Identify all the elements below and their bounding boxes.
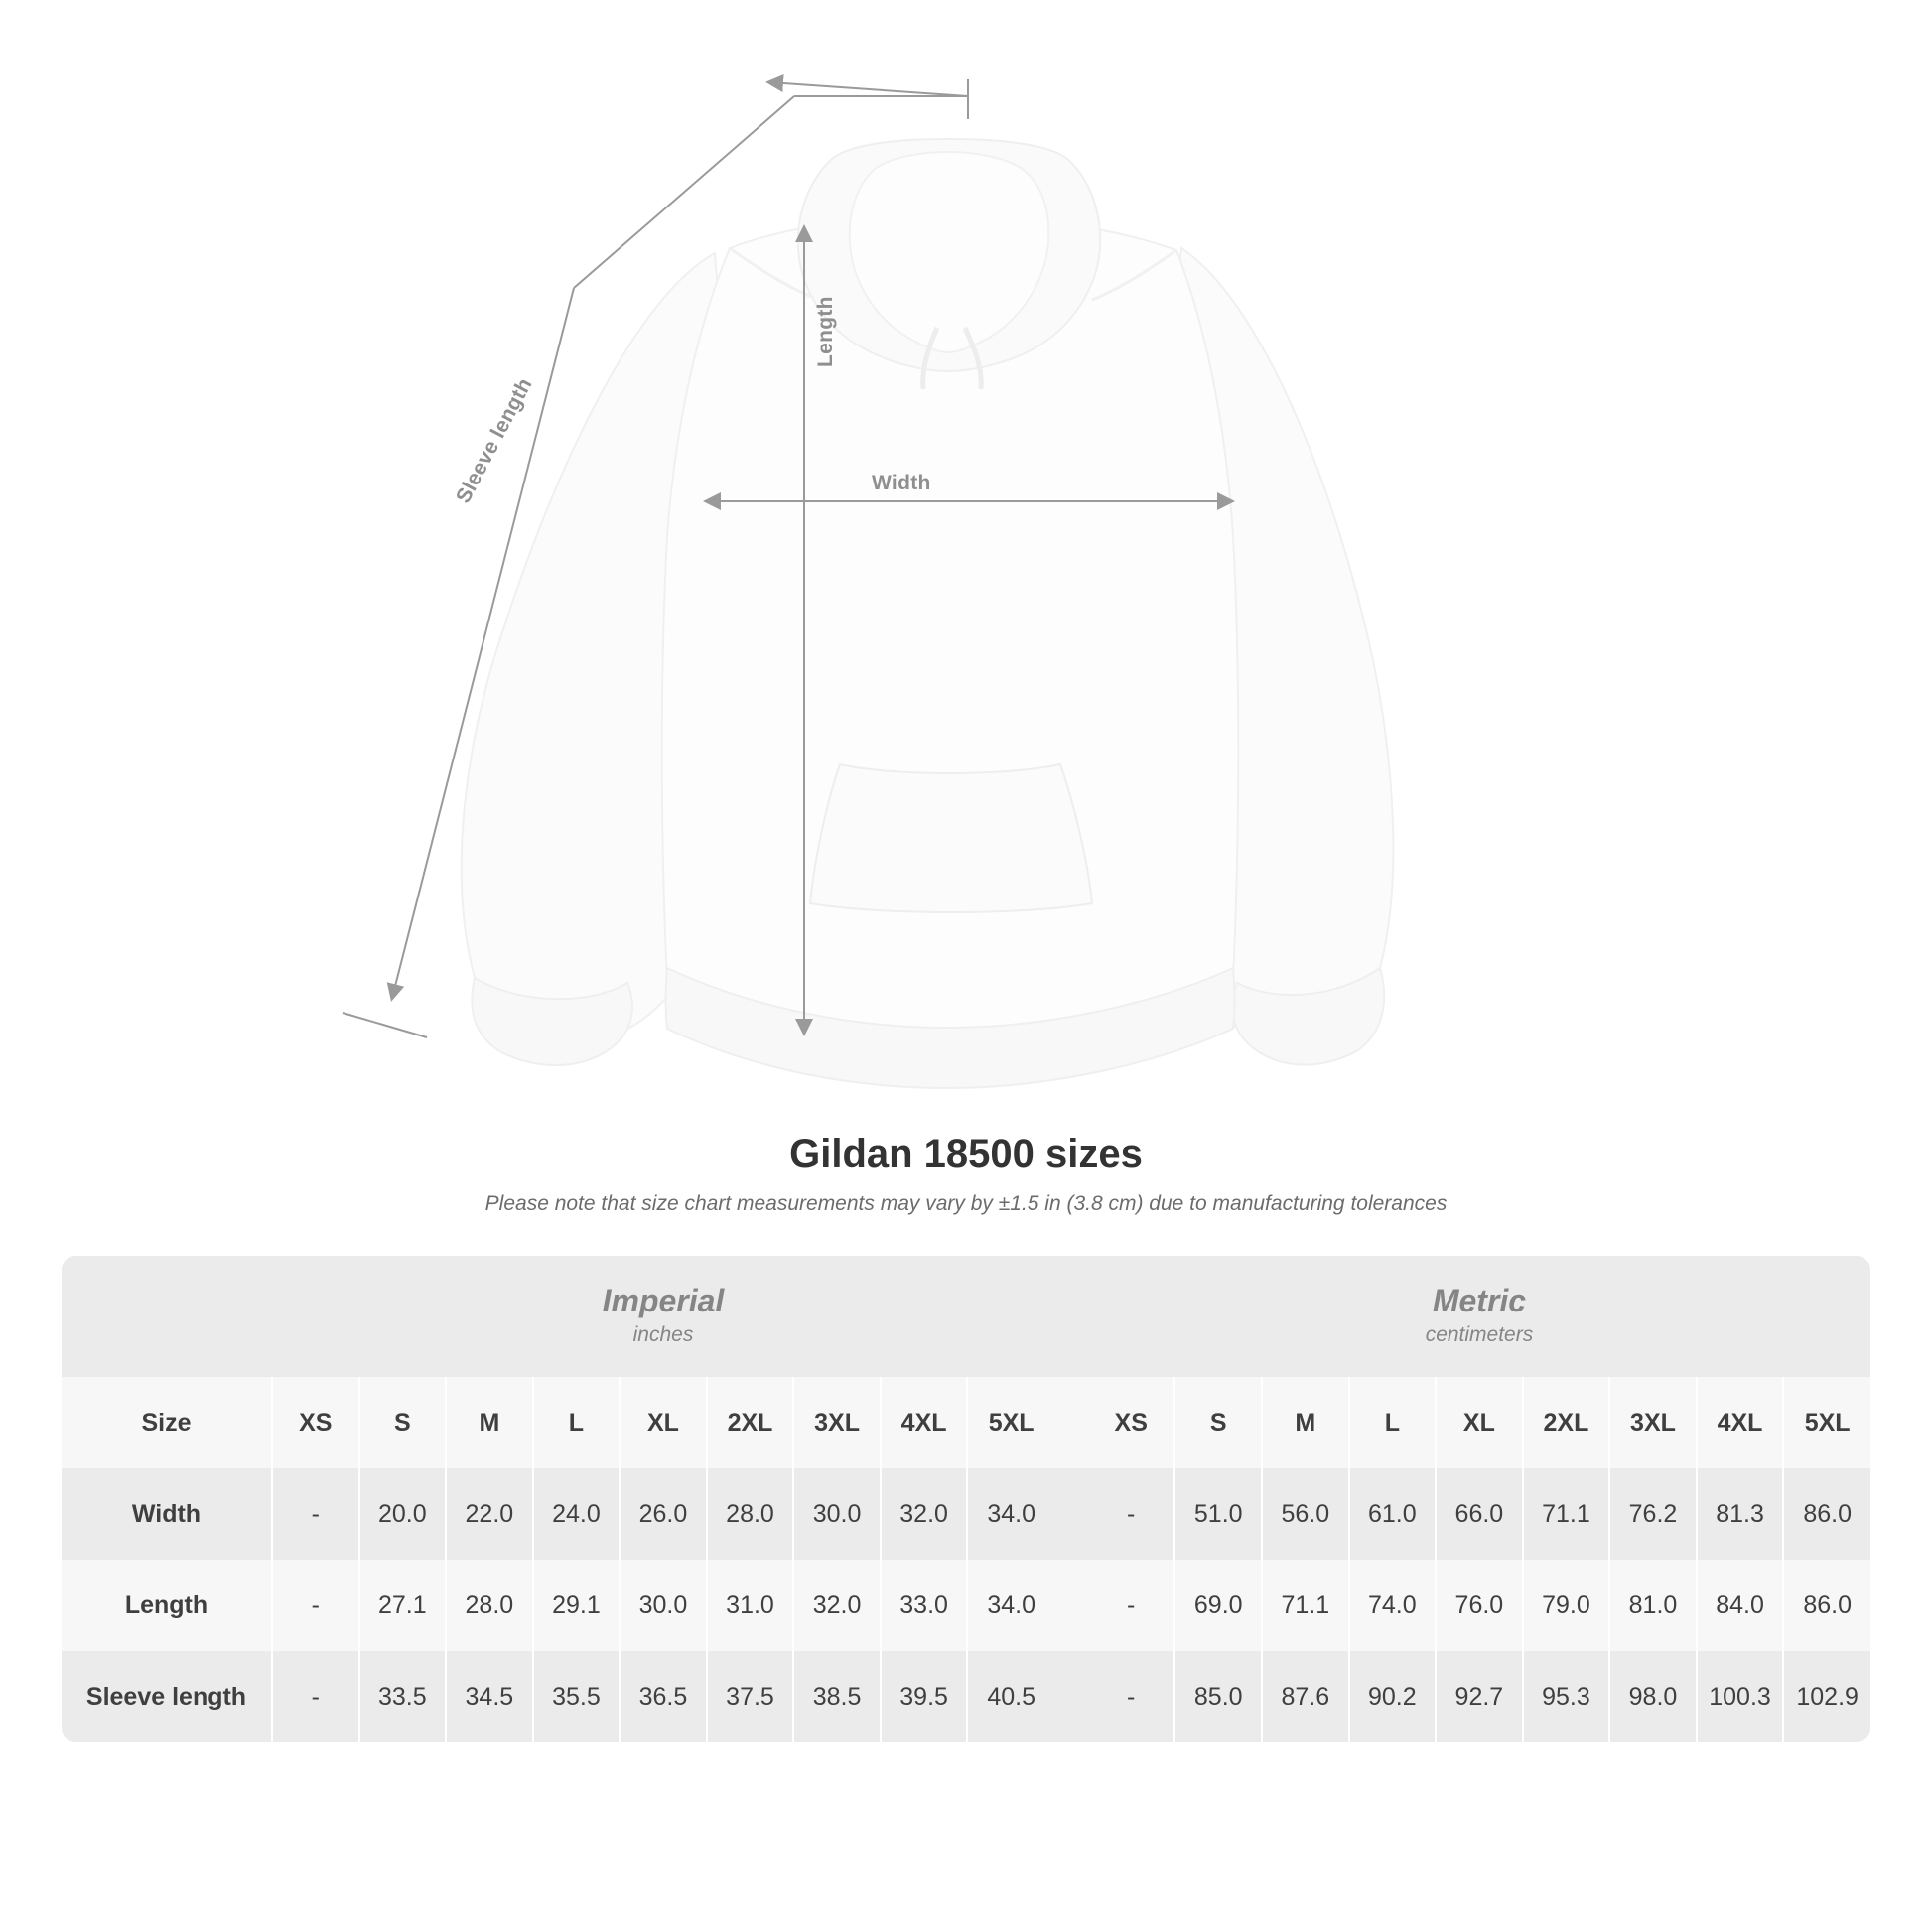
cell-imperial: 36.5: [620, 1651, 707, 1742]
page-title: Gildan 18500 sizes: [789, 1132, 1143, 1175]
size-header-imperial-s: S: [359, 1377, 447, 1468]
cell-metric: 90.2: [1349, 1651, 1437, 1742]
size-header-cell: Size: [62, 1377, 272, 1468]
length-label: Length: [814, 296, 837, 367]
row-gap: [1054, 1560, 1088, 1651]
row-gap: [1054, 1468, 1088, 1560]
size-header-imperial-l: L: [533, 1377, 621, 1468]
cell-imperial: 37.5: [707, 1651, 794, 1742]
size-header-imperial-xl: XL: [620, 1377, 707, 1468]
size-header-imperial-5xl: 5XL: [967, 1377, 1054, 1468]
cell-metric: 81.0: [1609, 1560, 1697, 1651]
cell-imperial: 28.0: [446, 1560, 533, 1651]
cell-imperial: 24.0: [533, 1468, 621, 1560]
unit-group-sub: inches: [632, 1322, 694, 1346]
cell-metric: -: [1088, 1560, 1175, 1651]
cell-imperial: 27.1: [359, 1560, 447, 1651]
cell-imperial: 31.0: [707, 1560, 794, 1651]
table-row: [62, 1468, 1870, 1560]
title-block: [0, 1132, 1932, 1216]
cell-imperial: 39.5: [881, 1651, 968, 1742]
cell-metric: 74.0: [1349, 1560, 1437, 1651]
cell-metric: 66.0: [1436, 1468, 1523, 1560]
cell-metric: 92.7: [1436, 1651, 1523, 1742]
size-header-imperial-4xl: 4XL: [881, 1377, 968, 1468]
row-gap: [1054, 1651, 1088, 1742]
size-header-metric-5xl: 5XL: [1783, 1377, 1870, 1468]
cell-imperial: 32.0: [881, 1468, 968, 1560]
cell-metric: 86.0: [1783, 1560, 1870, 1651]
cell-imperial: -: [272, 1468, 359, 1560]
cell-imperial: 32.0: [793, 1560, 881, 1651]
cell-metric: 84.0: [1697, 1560, 1784, 1651]
cell-metric: 61.0: [1349, 1468, 1437, 1560]
size-chart-table: [62, 1256, 1870, 1742]
cell-metric: -: [1088, 1651, 1175, 1742]
cell-metric: 100.3: [1697, 1651, 1784, 1742]
cell-metric: 95.3: [1523, 1651, 1610, 1742]
row-label-length: Length: [62, 1560, 272, 1651]
cell-metric: 71.1: [1262, 1560, 1349, 1651]
cell-metric: 98.0: [1609, 1651, 1697, 1742]
cell-imperial: -: [272, 1651, 359, 1742]
unit-group-imperial: [272, 1256, 1054, 1377]
cell-imperial: 28.0: [707, 1468, 794, 1560]
row-label-width: Width: [62, 1468, 272, 1560]
unit-group-name: Imperial: [602, 1282, 725, 1318]
size-header-metric-l: L: [1349, 1377, 1437, 1468]
cell-metric: 76.0: [1436, 1560, 1523, 1651]
width-label: Width: [872, 472, 931, 494]
size-header-metric-xs: XS: [1088, 1377, 1175, 1468]
size-header-imperial-m: M: [446, 1377, 533, 1468]
cell-imperial: 26.0: [620, 1468, 707, 1560]
cell-metric: 51.0: [1174, 1468, 1262, 1560]
cell-imperial: 30.0: [793, 1468, 881, 1560]
cell-imperial: 34.0: [967, 1560, 1054, 1651]
cell-imperial: 38.5: [793, 1651, 881, 1742]
cell-metric: -: [1088, 1468, 1175, 1560]
cell-imperial: 30.0: [620, 1560, 707, 1651]
table-row: [62, 1651, 1870, 1742]
cell-imperial: 20.0: [359, 1468, 447, 1560]
size-header-imperial-xs: XS: [272, 1377, 359, 1468]
unit-row-spacer: [62, 1256, 272, 1377]
cell-metric: 102.9: [1783, 1651, 1870, 1742]
tolerance-note: Please note that size chart measurements may vary by ±1.5 in (3.8 cm) due to manufacturing tolerances: [484, 1192, 1448, 1215]
cell-metric: 81.3: [1697, 1468, 1784, 1560]
table-row: [62, 1560, 1870, 1651]
cell-imperial: 35.5: [533, 1651, 621, 1742]
cell-metric: 86.0: [1783, 1468, 1870, 1560]
size-header-metric-xl: XL: [1436, 1377, 1523, 1468]
unit-row-gap: [1054, 1256, 1088, 1377]
size-header-row: [62, 1377, 1870, 1468]
size-header-metric-4xl: 4XL: [1697, 1377, 1784, 1468]
unit-group-metric: [1088, 1256, 1870, 1377]
cell-metric: 71.1: [1523, 1468, 1610, 1560]
cell-imperial: 34.5: [446, 1651, 533, 1742]
size-header-metric-2xl: 2XL: [1523, 1377, 1610, 1468]
cell-metric: 76.2: [1609, 1468, 1697, 1560]
unit-group-sub: centimeters: [1425, 1322, 1534, 1346]
cell-imperial: 22.0: [446, 1468, 533, 1560]
row-label-sleeve-length: Sleeve length: [62, 1651, 272, 1742]
size-header-imperial-3xl: 3XL: [793, 1377, 881, 1468]
hoodie-shape: [462, 139, 1394, 1088]
cell-metric: 87.6: [1262, 1651, 1349, 1742]
size-chart-table-wrap: [62, 1256, 1870, 1742]
size-header-metric-s: S: [1174, 1377, 1262, 1468]
unit-group-name: Metric: [1432, 1282, 1527, 1318]
cell-metric: 85.0: [1174, 1651, 1262, 1742]
cell-imperial: 34.0: [967, 1468, 1054, 1560]
cell-metric: 56.0: [1262, 1468, 1349, 1560]
cell-imperial: 33.0: [881, 1560, 968, 1651]
size-header-metric-3xl: 3XL: [1609, 1377, 1697, 1468]
size-header-metric-m: M: [1262, 1377, 1349, 1468]
cell-imperial: 29.1: [533, 1560, 621, 1651]
unit-group-row: [62, 1256, 1870, 1377]
cell-metric: 69.0: [1174, 1560, 1262, 1651]
sleeve-length-label: Sleeve length: [452, 374, 537, 507]
cell-imperial: 40.5: [967, 1651, 1054, 1742]
size-header-imperial-2xl: 2XL: [707, 1377, 794, 1468]
header-gap: [1054, 1377, 1088, 1468]
cell-imperial: -: [272, 1560, 359, 1651]
cell-metric: 79.0: [1523, 1560, 1610, 1651]
cell-imperial: 33.5: [359, 1651, 447, 1742]
